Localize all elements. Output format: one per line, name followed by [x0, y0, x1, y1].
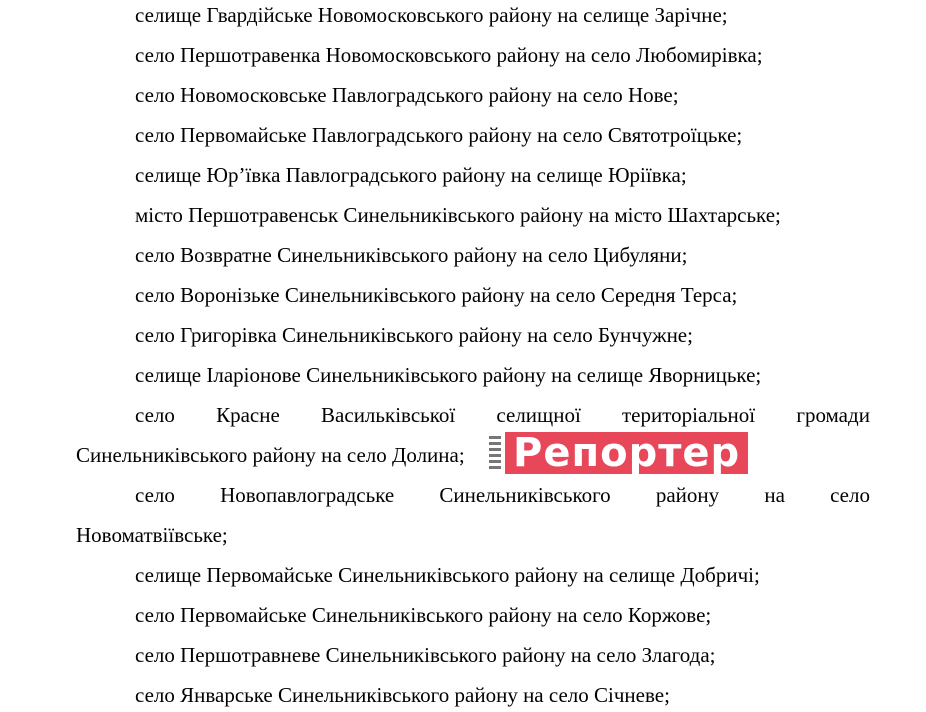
word: громади: [796, 403, 870, 427]
list-item-continuation: Синельниківського району на село Долина;: [76, 443, 465, 467]
list-item: село Григорівка Синельниківського району на село Бунчужне;: [135, 323, 693, 347]
list-item: село Январське Синельниківського району на село Січневе;: [135, 683, 670, 707]
list-item: село Новомосковське Павлоградського району на село Нове;: [135, 83, 679, 107]
reporter-watermark-logo: [489, 430, 844, 475]
list-item: село Першотравневе Синельниківського району на село Злагода;: [135, 643, 716, 667]
list-item: село Першотравенка Новомосковського району на село Любомирівка;: [135, 43, 763, 67]
list-item: місто Першотравенськ Синельниківського району на місто Шахтарське;: [135, 203, 781, 227]
word: село: [135, 483, 175, 507]
word: село: [830, 483, 870, 507]
watermark-text: Репортер: [513, 429, 741, 476]
watermark-box: [505, 429, 748, 476]
word: Синельниківського: [439, 483, 611, 507]
word: територіальної: [622, 403, 756, 427]
list-item: село Первомайське Павлоградського району на село Святотроїцьке;: [135, 123, 743, 147]
list-item: село Возвратне Синельниківського району на село Цибуляни;: [135, 243, 688, 267]
word: Красне: [216, 403, 280, 427]
list-item-continuation: Новоматвіївське;: [76, 523, 228, 547]
word: на: [764, 483, 785, 507]
word: селищної: [496, 403, 581, 427]
list-item: селище Первомайське Синельниківського району на селище Добричі;: [135, 563, 760, 587]
word: району: [655, 483, 720, 507]
list-item: село Воронізьке Синельниківського району на село Середня Терса;: [135, 283, 738, 307]
list-item-justified: [0, 482, 926, 508]
list-item: селище Гвардійське Новомосковського району на селище Зарічне;: [135, 3, 728, 27]
list-item: селище Іларіонове Синельниківського району на селище Яворницьке;: [135, 363, 762, 387]
list-item: село Первомайське Синельниківського району на село Коржове;: [135, 603, 712, 627]
watermark-stripes: [489, 436, 501, 470]
list-item: селище Юр’ївка Павлоградського району на селище Юріївка;: [135, 163, 687, 187]
list-item-justified: [0, 402, 926, 428]
word: Новопавлоградське: [220, 483, 395, 507]
word: село: [135, 403, 175, 427]
word: Васильківської: [321, 403, 456, 427]
